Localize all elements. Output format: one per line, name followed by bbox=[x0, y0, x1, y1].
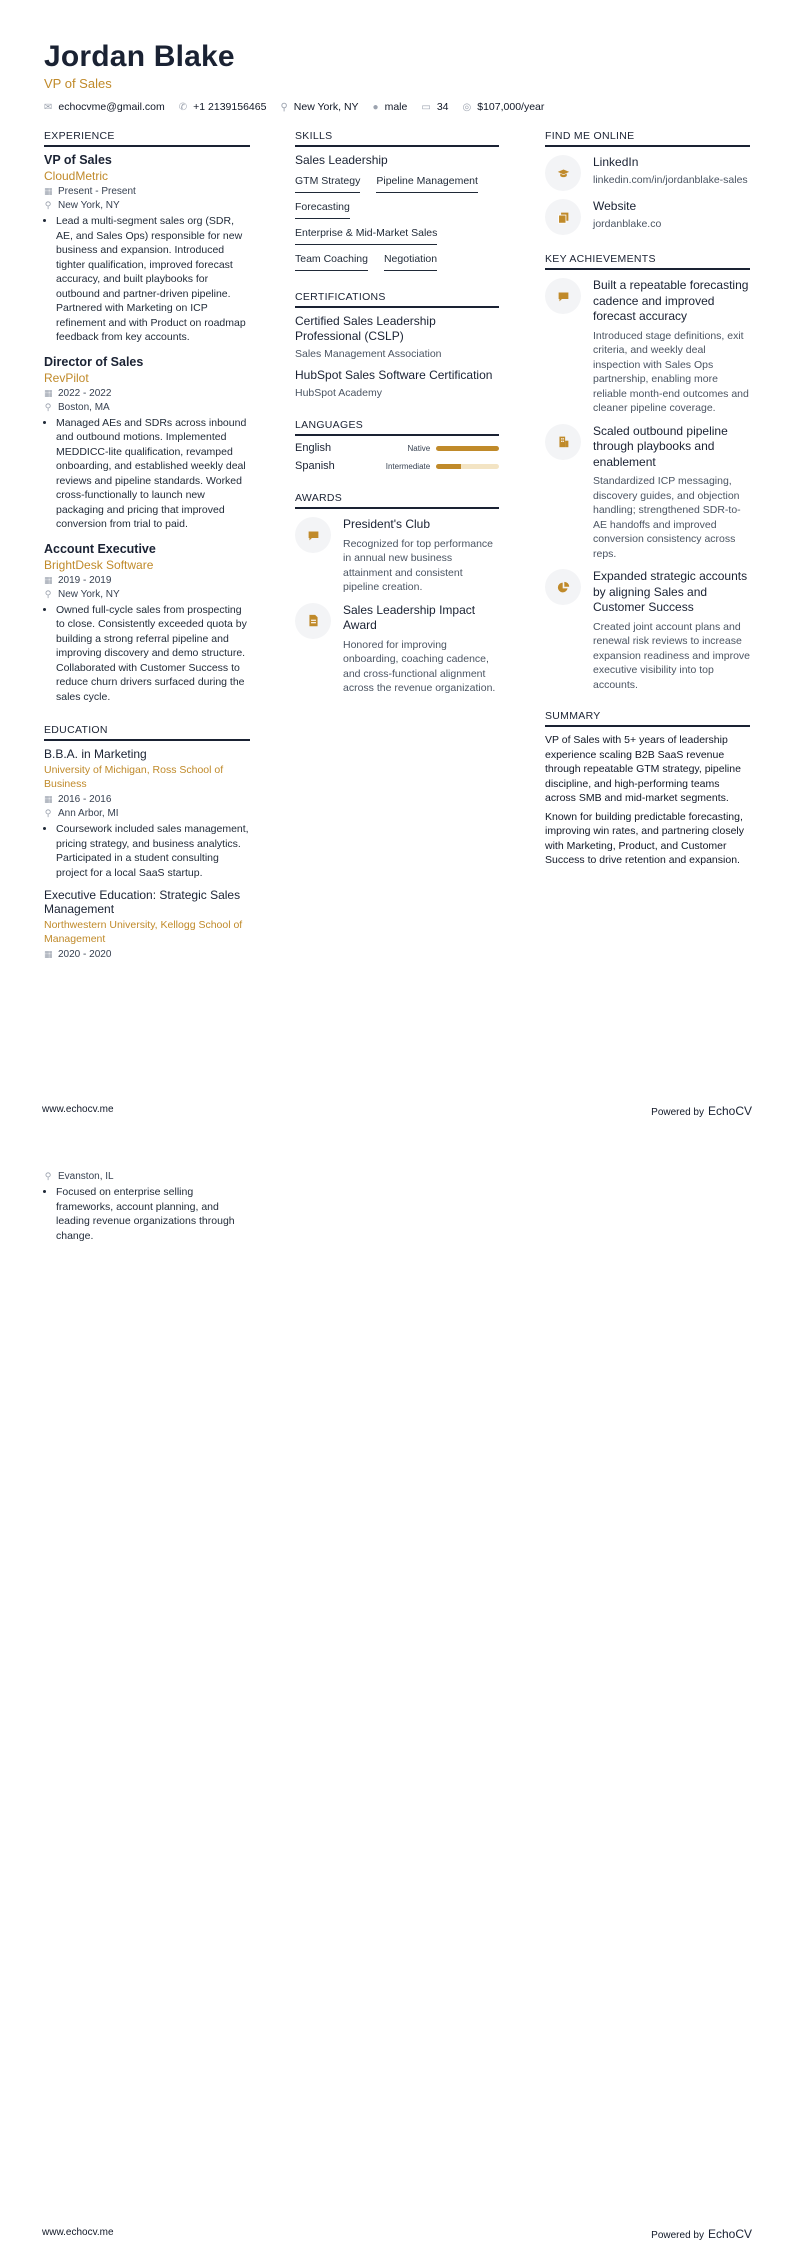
contact-gender: ● male bbox=[372, 101, 408, 113]
echocv-logo[interactable]: EchoCV bbox=[707, 2227, 752, 2241]
page-footer bbox=[42, 2227, 752, 2241]
calendar-icon: ▦ bbox=[44, 574, 53, 585]
education-heading: EDUCATION bbox=[44, 724, 250, 741]
edu-dates: ▦ 2020 - 2020 bbox=[44, 949, 112, 960]
language-bar bbox=[436, 446, 499, 451]
calendar-icon: ▦ bbox=[44, 794, 53, 804]
language-level: Native bbox=[407, 443, 431, 453]
language-name: English bbox=[295, 442, 332, 454]
resume-header bbox=[44, 40, 544, 113]
certification-item bbox=[295, 368, 499, 399]
experience-heading: EXPERIENCE bbox=[44, 130, 250, 147]
location-pin-icon: ⚲ bbox=[44, 401, 52, 412]
education-item bbox=[44, 747, 250, 880]
location-pin-icon: ⚲ bbox=[44, 808, 52, 818]
achievement-item bbox=[545, 424, 750, 562]
job-role: VP of Sales bbox=[44, 153, 112, 167]
language-bar-fill bbox=[436, 464, 461, 469]
online-heading: FIND ME ONLINE bbox=[545, 130, 750, 147]
degree: Executive Education: Strategic Sales Management bbox=[44, 888, 241, 916]
award-description: Honored for improving onboarding, coaching cadence, and cross-functional alignment across the revenue organization. bbox=[343, 638, 496, 694]
job-description: • Lead a multi-segment sales org (SDR, AE, and Sales Ops) responsible for new business and expansion. Introduced tighter qualification, improved forecast accuracy, and built playbooks for outbound and partner-driven pipeline. Partnered with Marketing on ICP refinement and with Product on roadmap feedback from key accounts. bbox=[56, 214, 250, 345]
awards-heading: AWARDS bbox=[295, 492, 499, 509]
language-name: Spanish bbox=[295, 460, 335, 472]
award-item bbox=[295, 517, 499, 595]
online-item[interactable] bbox=[545, 155, 750, 191]
job-company: BrightDesk Software bbox=[44, 557, 154, 572]
experience-item bbox=[44, 542, 250, 705]
document-icon bbox=[307, 614, 320, 627]
award-description: Recognized for top performance in annual new business attainment and consistent pipeline creation. bbox=[343, 537, 493, 593]
skill-list bbox=[295, 171, 499, 271]
job-dates: ▦ 2022 - 2022 bbox=[44, 387, 112, 399]
job-dates: ▦ Present - Present bbox=[44, 186, 136, 197]
achievement-icon-badge bbox=[545, 569, 581, 605]
language-item bbox=[295, 460, 499, 472]
middle-column bbox=[295, 130, 499, 696]
education-item bbox=[44, 888, 250, 960]
coin-icon: ◎ bbox=[462, 101, 472, 113]
language-bar bbox=[436, 464, 499, 469]
achievement-description: Created joint account plans and renewal risk reviews to increase expansion readiness and improve executive visibility into top accounts. bbox=[593, 620, 751, 691]
candidate-name: Jordan Blake bbox=[44, 40, 235, 73]
skill-item: Pipeline Management bbox=[376, 171, 478, 193]
skill-item: Forecasting bbox=[295, 197, 350, 219]
summary-text bbox=[545, 733, 750, 868]
skills-heading: SKILLS bbox=[295, 130, 499, 147]
award-title: Sales Leadership Impact Award bbox=[343, 602, 476, 632]
award-item bbox=[295, 603, 499, 696]
left-column-continued bbox=[44, 1168, 250, 1243]
languages-heading: LANGUAGES bbox=[295, 419, 499, 436]
person-icon: ● bbox=[372, 101, 379, 113]
right-column bbox=[545, 130, 750, 868]
skill-item: Team Coaching bbox=[295, 249, 368, 271]
location-pin-icon: ⚲ bbox=[44, 200, 52, 210]
building-icon bbox=[557, 435, 570, 448]
cert-issuer: Sales Management Association bbox=[295, 348, 442, 360]
achievements-heading: KEY ACHIEVEMENTS bbox=[545, 253, 750, 270]
edu-location: ⚲ Ann Arbor, MI bbox=[44, 808, 119, 819]
certifications-heading: CERTIFICATIONS bbox=[295, 291, 499, 308]
summary-paragraph: VP of Sales with 5+ years of leadership experience scaling B2B SaaS revenue through repeatable GTM strategy, pipeline discipline, and high-performing teams across SMB and mid-market segments. bbox=[545, 734, 741, 804]
edu-dates: ▦ 2016 - 2016 bbox=[44, 794, 112, 805]
summary-heading: SUMMARY bbox=[545, 710, 750, 727]
degree: B.B.A. in Marketing bbox=[44, 747, 147, 761]
calendar-icon: ▦ bbox=[44, 186, 53, 196]
job-description: • Owned full-cycle sales from prospecting to close. Consistently exceeded quota by building a strong referral pipeline and improving discovery and demo structure. Collaborated with Customer Success to reduce churn drivers surfaced during the sales cycle. bbox=[56, 603, 250, 705]
job-location: ⚲ New York, NY bbox=[44, 588, 120, 600]
resume-page-2 bbox=[0, 1123, 794, 2246]
contact-phone[interactable]: ✆ +1 2139156465 bbox=[178, 101, 267, 113]
left-column bbox=[44, 130, 250, 960]
online-link[interactable]: jordanblake.co bbox=[593, 217, 662, 230]
certification-item bbox=[295, 314, 499, 360]
calendar-icon: ▦ bbox=[44, 387, 53, 398]
contact-salary: ◎ $107,000/year bbox=[462, 101, 545, 113]
skill-item: Negotiation bbox=[384, 249, 437, 271]
award-title: President's Club bbox=[343, 517, 430, 531]
award-icon-badge bbox=[295, 603, 331, 639]
cert-name: Certified Sales Leadership Professional (CSLP) bbox=[295, 314, 436, 343]
footer-site-link[interactable]: www.echocv.me bbox=[42, 1104, 114, 1115]
job-location: ⚲ New York, NY bbox=[44, 200, 120, 211]
calendar-icon: ▦ bbox=[44, 949, 53, 959]
skill-item: GTM Strategy bbox=[295, 171, 360, 193]
language-bar-fill bbox=[436, 446, 499, 451]
graduation-cap-icon bbox=[557, 167, 570, 180]
job-company: CloudMetric bbox=[44, 169, 109, 183]
achievement-title: Scaled outbound pipeline through playbooks and enablement bbox=[593, 423, 728, 469]
location-pin-icon: ⚲ bbox=[44, 588, 52, 599]
job-description: • Managed AEs and SDRs across inbound and outbound motions. Implemented MEDDICC-lite qualification, revamped onboarding, and established weekly deal reviews and pipeline standards. Worked cross-functionally to launch new packaging and pricing that improved conversion from trial to paid. bbox=[56, 416, 250, 532]
cert-name: HubSpot Sales Software Certification bbox=[295, 368, 493, 382]
skill-item: Enterprise & Mid-Market Sales bbox=[295, 223, 437, 245]
experience-item bbox=[44, 153, 250, 345]
cert-issuer: HubSpot Academy bbox=[295, 387, 382, 399]
online-icon-badge bbox=[545, 155, 581, 191]
footer-site-link[interactable]: www.echocv.me bbox=[42, 2227, 114, 2238]
achievement-title: Built a repeatable forecasting cadence and improved forecast accuracy bbox=[593, 278, 749, 323]
location-pin-icon: ⚲ bbox=[44, 1171, 52, 1181]
achievement-description: Introduced stage definitions, exit criteria, and weekly deal inspection with Sales Ops partnership, enabling more reliable month-end outcomes and cleaner pipeline coverage. bbox=[593, 329, 749, 414]
echocv-logo[interactable]: EchoCV bbox=[707, 1104, 752, 1118]
school: Northwestern University, Kellogg School of Management bbox=[44, 919, 243, 945]
edu-description: • Coursework included sales management, pricing strategy, and business analytics. Participated in a student consulting project for a local SaaS startup. bbox=[56, 822, 250, 880]
achievement-icon-badge bbox=[545, 278, 581, 314]
email-icon: ✉ bbox=[44, 101, 53, 113]
powered-by: Powered by EchoCV bbox=[651, 1104, 752, 1118]
location-pin-icon: ⚲ bbox=[280, 101, 288, 113]
page-footer bbox=[42, 1104, 752, 1118]
online-label: LinkedIn bbox=[593, 155, 639, 169]
online-link[interactable]: linkedin.com/in/jordanblake-sales bbox=[593, 173, 748, 186]
online-icon-badge bbox=[545, 199, 581, 235]
copy-icon bbox=[557, 211, 570, 224]
candidate-title: VP of Sales bbox=[44, 76, 112, 91]
achievement-description: Standardized ICP messaging, discovery guides, and objection handling; strengthened SDR-to-AE handoffs and improved conversion consistency across reps. bbox=[593, 475, 741, 560]
achievement-icon-badge bbox=[545, 424, 581, 460]
achievement-title: Expanded strategic accounts by aligning Sales and Customer Success bbox=[593, 569, 748, 614]
job-role: Director of Sales bbox=[44, 354, 144, 369]
school: University of Michigan, Ross School of Business bbox=[44, 764, 224, 790]
education-item-continued bbox=[44, 1171, 250, 1243]
award-icon-badge bbox=[295, 517, 331, 553]
job-dates: ▦ 2019 - 2019 bbox=[44, 574, 112, 586]
contact-age: ▭ 34 bbox=[421, 101, 449, 113]
job-role: Account Executive bbox=[44, 541, 156, 556]
job-company: RevPilot bbox=[44, 370, 89, 385]
chat-icon bbox=[557, 290, 570, 303]
skill-group-title: Sales Leadership bbox=[295, 153, 388, 167]
language-level: Intermediate bbox=[385, 461, 431, 471]
contact-bar bbox=[44, 101, 544, 113]
contact-location: ⚲ New York, NY bbox=[280, 101, 359, 113]
calendar-icon: ▭ bbox=[421, 101, 431, 113]
phone-icon: ✆ bbox=[178, 101, 188, 113]
online-label: Website bbox=[593, 199, 637, 213]
chat-icon bbox=[307, 529, 320, 542]
summary-paragraph: Known for building predictable forecasting, improving win rates, and partnering closely with Marketing, Product, and Customer Success to drive retention and expansion. bbox=[545, 810, 745, 866]
edu-description: • Focused on enterprise selling frameworks, account planning, and leading revenue organizations through change. bbox=[56, 1185, 250, 1243]
experience-item bbox=[44, 355, 250, 532]
achievement-item bbox=[545, 278, 750, 416]
powered-by: Powered by EchoCV bbox=[651, 2227, 752, 2241]
contact-email[interactable]: ✉ echocvme@gmail.com bbox=[44, 101, 165, 113]
pie-chart-icon bbox=[557, 581, 570, 594]
language-item bbox=[295, 442, 499, 454]
job-location: ⚲ Boston, MA bbox=[44, 401, 110, 413]
edu-location: ⚲ Evanston, IL bbox=[44, 1171, 114, 1182]
online-item[interactable] bbox=[545, 199, 750, 235]
achievement-item bbox=[545, 569, 750, 692]
